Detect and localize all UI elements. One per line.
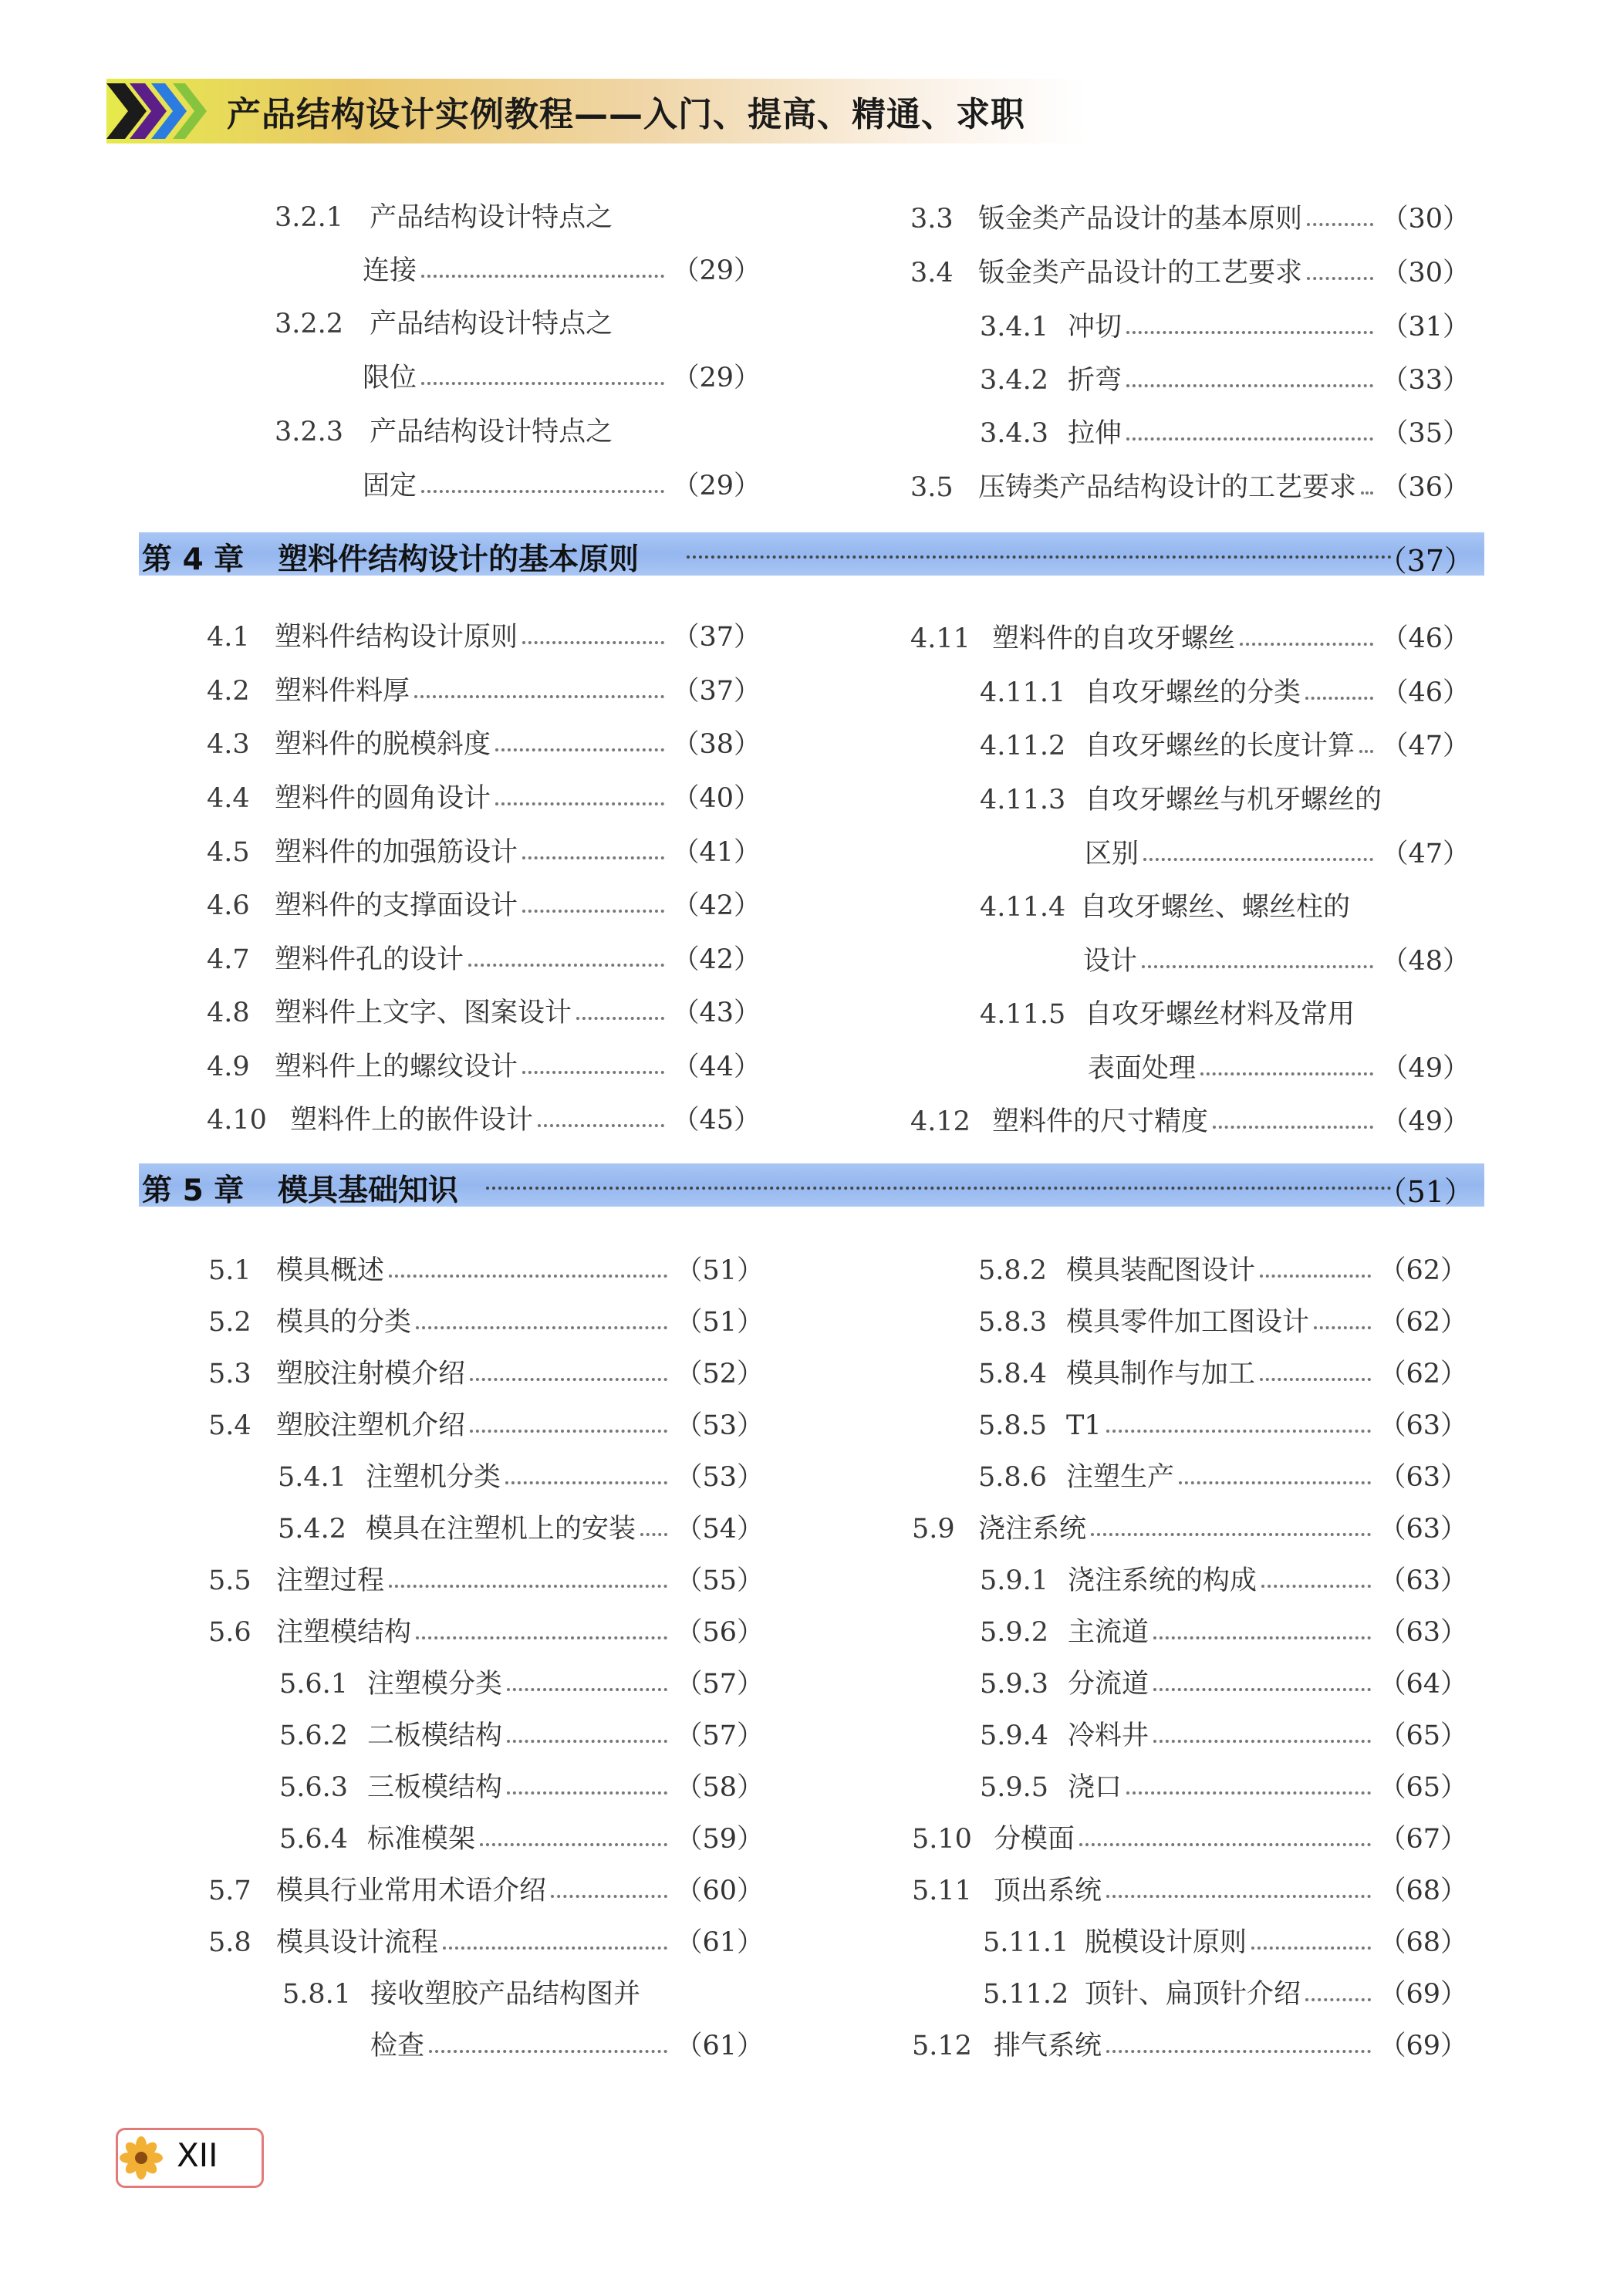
toc-entry[interactable] bbox=[980, 1661, 1467, 1701]
chapter-title: 塑料件结构设计的基本原则 bbox=[278, 542, 640, 577]
leader-dots bbox=[640, 1533, 667, 1536]
entry-number: 5.5 bbox=[208, 1565, 251, 1596]
entry-title: 产品结构设计特点之 bbox=[370, 309, 613, 339]
leader-dots bbox=[1153, 1740, 1371, 1743]
entry-number: 4.3 bbox=[207, 729, 250, 760]
entry-number: 5.6.4 bbox=[279, 1824, 349, 1855]
leader-dots bbox=[1106, 1895, 1371, 1898]
leader-dots bbox=[470, 1378, 667, 1381]
entry-title: 塑料件上的螺纹设计 bbox=[275, 1052, 518, 1082]
toc-entry[interactable] bbox=[278, 1454, 764, 1494]
entry-title: 模具制作与加工 bbox=[1066, 1359, 1256, 1389]
entry-title: 区别 bbox=[1085, 839, 1139, 869]
entry-title: 分流道 bbox=[1068, 1669, 1149, 1700]
entry-number: 5.11.1 bbox=[983, 1927, 1069, 1958]
entry-page: （42） bbox=[672, 944, 761, 975]
toc-entry[interactable] bbox=[978, 1299, 1467, 1339]
leader-dots bbox=[480, 1843, 667, 1846]
entry-number: 5.8.5 bbox=[978, 1410, 1048, 1441]
entry-number: 3.4.3 bbox=[980, 418, 1049, 449]
entry-title: 浇口 bbox=[1068, 1772, 1122, 1803]
entry-number: 4.11.3 bbox=[980, 785, 1066, 815]
entry-title: 标准模架 bbox=[367, 1824, 476, 1855]
entry-page: （63） bbox=[1379, 1410, 1467, 1441]
entry-title: 塑料件上文字、图案设计 bbox=[275, 998, 572, 1028]
entry-number: 4.2 bbox=[207, 676, 250, 707]
entry-page: （46） bbox=[1381, 623, 1470, 654]
entry-title: 自攻牙螺丝的分类 bbox=[1085, 677, 1301, 708]
leader-dots bbox=[507, 1688, 667, 1691]
entry-number: 5.1 bbox=[208, 1255, 251, 1286]
leader-dots bbox=[416, 1326, 667, 1329]
entry-page: （64） bbox=[1379, 1669, 1467, 1700]
entry-number: 3.2.3 bbox=[275, 417, 344, 447]
entry-number: 4.9 bbox=[207, 1052, 250, 1082]
entry-number: 3.4.1 bbox=[980, 312, 1049, 343]
entry-title: 自攻牙螺丝的长度计算 bbox=[1085, 731, 1355, 761]
toc-entry[interactable] bbox=[983, 1971, 1467, 2011]
entry-number: 4.5 bbox=[207, 837, 250, 868]
entry-page: （47） bbox=[1381, 839, 1470, 869]
page-number-tag bbox=[116, 2128, 264, 2188]
leader-dots bbox=[507, 1740, 667, 1743]
entry-page: （49） bbox=[1381, 1106, 1470, 1137]
entry-number: 4.11.2 bbox=[980, 731, 1066, 761]
entry-title: 自攻牙螺丝、螺丝柱的 bbox=[1080, 892, 1351, 923]
toc-entry[interactable] bbox=[370, 2023, 764, 2063]
toc-entry[interactable] bbox=[279, 1816, 764, 1856]
entry-number: 4.11 bbox=[910, 623, 971, 654]
entry-title: 模具概述 bbox=[276, 1255, 385, 1286]
toc-entry[interactable] bbox=[978, 1454, 1467, 1494]
entry-number: 4.10 bbox=[207, 1105, 267, 1136]
entry-page: （62） bbox=[1379, 1307, 1467, 1338]
entry-page: （38） bbox=[672, 729, 761, 760]
entry-page: （47） bbox=[1381, 731, 1470, 761]
entry-page: （44） bbox=[672, 1052, 761, 1082]
leader-dots bbox=[1106, 2050, 1371, 2053]
toc-entry[interactable] bbox=[208, 1558, 764, 1598]
leader-dots bbox=[551, 1895, 667, 1898]
entry-title: 二板模结构 bbox=[367, 1720, 503, 1751]
entry-title: 注塑过程 bbox=[276, 1565, 385, 1596]
entry-title: 设计 bbox=[1083, 946, 1138, 977]
entry-page: （53） bbox=[675, 1410, 764, 1441]
chapter-page: （51） bbox=[1377, 1175, 1474, 1209]
entry-title: 表面处理 bbox=[1088, 1053, 1197, 1084]
entry-title: 注塑模结构 bbox=[276, 1617, 412, 1648]
entry-title: 接收塑胶产品结构图并 bbox=[370, 1979, 641, 2010]
entry-page: （69） bbox=[1379, 1979, 1467, 2010]
entry-page: （40） bbox=[672, 783, 761, 814]
entry-title: 固定 bbox=[363, 471, 417, 501]
entry-number: 5.2 bbox=[208, 1307, 251, 1338]
entry-page: （63） bbox=[1379, 1617, 1467, 1648]
entry-title: 塑料件的自攻牙螺丝 bbox=[992, 623, 1236, 654]
toc-entry[interactable] bbox=[279, 1661, 764, 1701]
leader-dots bbox=[1314, 1326, 1371, 1329]
entry-page: （54） bbox=[675, 1514, 764, 1545]
entry-title: 模具零件加工图设计 bbox=[1066, 1307, 1310, 1338]
chapter-number: 第 5 章 bbox=[142, 1173, 245, 1208]
entry-number: 5.8.3 bbox=[978, 1307, 1048, 1338]
toc-entry[interactable] bbox=[279, 1764, 764, 1805]
entry-number: 5.8.2 bbox=[978, 1255, 1048, 1286]
leader-dots bbox=[1153, 1688, 1371, 1691]
entry-number: 5.8.1 bbox=[282, 1979, 352, 2010]
entry-page: （68） bbox=[1379, 1927, 1467, 1958]
entry-title: 注塑机分类 bbox=[366, 1462, 501, 1493]
entry-title: 浇注系统的构成 bbox=[1068, 1565, 1257, 1596]
entry-page: （42） bbox=[672, 890, 761, 921]
leader-dots bbox=[1251, 1947, 1371, 1950]
entry-page: （52） bbox=[675, 1359, 764, 1389]
entry-page: （65） bbox=[1379, 1720, 1467, 1751]
entry-page: （29） bbox=[672, 471, 761, 501]
entry-page: （62） bbox=[1379, 1359, 1467, 1389]
leader-dots bbox=[1091, 1533, 1371, 1536]
entry-title: 浇注系统 bbox=[978, 1514, 1087, 1545]
toc-entry[interactable] bbox=[208, 1920, 764, 1960]
entry-number: 5.7 bbox=[208, 1876, 251, 1906]
entry-page: （35） bbox=[1381, 418, 1470, 449]
entry-title: 塑料件料厚 bbox=[275, 676, 410, 707]
entry-number: 5.8 bbox=[208, 1927, 251, 1958]
entry-number: 5.4.2 bbox=[278, 1514, 347, 1545]
toc-entry[interactable] bbox=[983, 1920, 1467, 1960]
toc-entry[interactable] bbox=[980, 1764, 1467, 1805]
entry-title: 塑料件结构设计原则 bbox=[275, 622, 518, 653]
entry-page: （69） bbox=[1379, 2031, 1467, 2061]
toc-entry[interactable] bbox=[282, 1971, 764, 2011]
chapter5-right-column bbox=[912, 0, 1467, 2083]
entry-number: 5.6.3 bbox=[279, 1772, 349, 1803]
entry-page: （57） bbox=[675, 1669, 764, 1700]
leader-dots bbox=[1079, 1843, 1371, 1846]
leader-dots bbox=[389, 1275, 667, 1278]
entry-title: 压铸类产品结构设计的工艺要求 bbox=[978, 472, 1357, 503]
entry-title: 冷料井 bbox=[1068, 1720, 1149, 1751]
entry-number: 5.3 bbox=[208, 1359, 251, 1389]
entry-number: 5.6 bbox=[208, 1617, 251, 1648]
entry-page: （58） bbox=[675, 1772, 764, 1803]
entry-title: 自攻牙螺丝与机牙螺丝的 bbox=[1085, 785, 1382, 815]
entry-number: 3.2.1 bbox=[275, 202, 344, 233]
entry-title: 主流道 bbox=[1068, 1617, 1149, 1648]
entry-number: 5.12 bbox=[912, 2031, 972, 2061]
entry-page: （59） bbox=[675, 1824, 764, 1855]
entry-title: T1 bbox=[1066, 1410, 1102, 1441]
entry-page: （51） bbox=[675, 1307, 764, 1338]
entry-page: （63） bbox=[1379, 1514, 1467, 1545]
leader-dots bbox=[505, 1481, 667, 1484]
entry-title: 自攻牙螺丝材料及常用 bbox=[1085, 999, 1355, 1030]
entry-page: （68） bbox=[1379, 1876, 1467, 1906]
entry-title: 塑料件的圆角设计 bbox=[275, 783, 491, 814]
toc-entry[interactable] bbox=[208, 1351, 764, 1391]
chapter-title: 模具基础知识 bbox=[278, 1173, 459, 1208]
entry-title: 注塑生产 bbox=[1066, 1462, 1175, 1493]
leader-dots bbox=[1261, 1585, 1371, 1588]
entry-title: 检查 bbox=[370, 2031, 425, 2061]
entry-number: 5.9.3 bbox=[980, 1669, 1049, 1700]
entry-page: （62） bbox=[1379, 1255, 1467, 1286]
page-number: XII bbox=[177, 2136, 218, 2174]
leader-dots bbox=[1260, 1378, 1371, 1381]
entry-page: （63） bbox=[1379, 1565, 1467, 1596]
entry-title: 塑料件孔的设计 bbox=[275, 944, 464, 975]
entry-number: 5.10 bbox=[912, 1824, 972, 1855]
entry-title: 排气系统 bbox=[994, 2031, 1102, 2061]
toc-entry[interactable] bbox=[980, 1558, 1467, 1598]
entry-title: 塑料件的加强筋设计 bbox=[275, 837, 518, 868]
entry-number: 5.11.2 bbox=[983, 1979, 1069, 2010]
entry-page: （48） bbox=[1381, 946, 1470, 977]
entry-number: 5.8.4 bbox=[978, 1359, 1048, 1389]
entry-number: 4.11.4 bbox=[980, 892, 1066, 923]
toc-entry[interactable] bbox=[912, 1506, 1467, 1546]
entry-page: （51） bbox=[675, 1255, 764, 1286]
entry-title: 顶出系统 bbox=[994, 1876, 1102, 1906]
leader-dots bbox=[507, 1791, 667, 1795]
book-title: 产品结构设计实例教程——入门、提高、精通、求职 bbox=[227, 95, 1025, 134]
entry-number: 3.5 bbox=[910, 472, 954, 503]
entry-title: 模具在注塑机上的安装 bbox=[366, 1514, 636, 1545]
entry-page: （30） bbox=[1381, 258, 1470, 289]
leader-dots bbox=[1305, 1998, 1371, 2001]
entry-title: 模具行业常用术语介绍 bbox=[276, 1876, 547, 1906]
chapter-number: 第 4 章 bbox=[142, 542, 245, 577]
entry-number: 5.4 bbox=[208, 1410, 251, 1441]
entry-page: （55） bbox=[675, 1565, 764, 1596]
entry-number: 3.4 bbox=[910, 258, 954, 289]
entry-page: （49） bbox=[1381, 1053, 1470, 1084]
entry-number: 5.6.1 bbox=[279, 1669, 349, 1700]
toc-entry[interactable] bbox=[208, 1403, 764, 1443]
entry-page: （43） bbox=[672, 998, 761, 1028]
leader-dots bbox=[1260, 1275, 1371, 1278]
entry-title: 钣金类产品设计的工艺要求 bbox=[978, 258, 1303, 289]
entry-page: （36） bbox=[1381, 472, 1470, 503]
entry-page: （60） bbox=[675, 1876, 764, 1906]
entry-number: 5.4.1 bbox=[278, 1462, 347, 1493]
entry-page: （46） bbox=[1381, 677, 1470, 708]
entry-title: 折弯 bbox=[1068, 365, 1122, 396]
entry-title: 塑料件的支撑面设计 bbox=[275, 890, 518, 921]
entry-title: 拉伸 bbox=[1068, 418, 1122, 449]
entry-title: 塑料件的尺寸精度 bbox=[992, 1106, 1209, 1137]
entry-page: （65） bbox=[1379, 1772, 1467, 1803]
entry-title: 连接 bbox=[363, 255, 417, 286]
entry-page: （30） bbox=[1381, 204, 1470, 235]
entry-number: 4.4 bbox=[207, 783, 250, 814]
entry-number: 5.9 bbox=[912, 1514, 955, 1545]
entry-number: 3.2.2 bbox=[275, 309, 344, 339]
toc-entry[interactable] bbox=[208, 1868, 764, 1908]
chapter5-left-column bbox=[208, 0, 764, 2083]
entry-title: 产品结构设计特点之 bbox=[370, 202, 613, 233]
entry-title: 脱模设计原则 bbox=[1085, 1927, 1247, 1958]
entry-number: 5.6.2 bbox=[279, 1720, 349, 1751]
entry-title: 塑胶注射模介绍 bbox=[276, 1359, 466, 1389]
entry-number: 5.9.5 bbox=[980, 1772, 1049, 1803]
entry-number: 5.9.1 bbox=[980, 1565, 1049, 1596]
toc-entry[interactable] bbox=[278, 1506, 764, 1546]
entry-number: 3.3 bbox=[910, 204, 954, 235]
chapter-page: （37） bbox=[1377, 544, 1474, 578]
entry-page: （67） bbox=[1379, 1824, 1467, 1855]
entry-number: 3.4.2 bbox=[980, 365, 1049, 396]
entry-number: 4.7 bbox=[207, 944, 250, 975]
entry-page: （56） bbox=[675, 1617, 764, 1648]
entry-number: 4.11.5 bbox=[980, 999, 1066, 1030]
entry-number: 4.1 bbox=[207, 622, 250, 653]
toc-entry[interactable] bbox=[980, 1609, 1467, 1649]
entry-page: （63） bbox=[1379, 1462, 1467, 1493]
toc-entry[interactable] bbox=[978, 1403, 1467, 1443]
entry-number: 5.8.6 bbox=[978, 1462, 1048, 1493]
entry-title: 顶针、扁顶针介绍 bbox=[1085, 1979, 1301, 2010]
entry-page: （61） bbox=[675, 1927, 764, 1958]
toc-entry[interactable] bbox=[912, 1868, 1467, 1908]
entry-number: 4.6 bbox=[207, 890, 250, 921]
toc-entry[interactable] bbox=[978, 1248, 1467, 1288]
entry-title: 塑料件上的嵌件设计 bbox=[290, 1105, 534, 1136]
entry-title: 模具设计流程 bbox=[276, 1927, 439, 1958]
entry-page: （37） bbox=[672, 676, 761, 707]
entry-title: 三板模结构 bbox=[367, 1772, 503, 1803]
leader-dots bbox=[443, 1947, 667, 1950]
entry-title: 限位 bbox=[363, 363, 417, 393]
entry-page: （41） bbox=[672, 837, 761, 868]
toc-entry[interactable] bbox=[912, 1816, 1467, 1856]
entry-page: （53） bbox=[675, 1462, 764, 1493]
entry-number: 4.8 bbox=[207, 998, 250, 1028]
leader-dots bbox=[1179, 1481, 1371, 1484]
entry-page: （57） bbox=[675, 1720, 764, 1751]
entry-page: （61） bbox=[675, 2031, 764, 2061]
entry-title: 模具的分类 bbox=[276, 1307, 412, 1338]
entry-page: （45） bbox=[672, 1105, 761, 1136]
leader-dots bbox=[429, 2050, 667, 2053]
leader-dots bbox=[1126, 1791, 1371, 1795]
entry-page: （33） bbox=[1381, 365, 1470, 396]
toc-entry[interactable] bbox=[279, 1713, 764, 1753]
entry-title: 分模面 bbox=[994, 1824, 1075, 1855]
entry-number: 4.11.1 bbox=[980, 677, 1066, 708]
entry-page: （29） bbox=[672, 255, 761, 286]
entry-page: （37） bbox=[672, 622, 761, 653]
leader-dots bbox=[1106, 1430, 1372, 1433]
entry-title: 注塑模分类 bbox=[367, 1669, 503, 1700]
entry-title: 钣金类产品设计的基本原则 bbox=[978, 204, 1303, 235]
toc-entry[interactable] bbox=[208, 1299, 764, 1339]
leader-dots bbox=[416, 1636, 667, 1639]
entry-number: 5.9.2 bbox=[980, 1617, 1049, 1648]
entry-title: 模具装配图设计 bbox=[1066, 1255, 1256, 1286]
leader-dots bbox=[1153, 1636, 1371, 1639]
toc-entry[interactable] bbox=[208, 1248, 764, 1288]
toc-entry[interactable] bbox=[980, 1713, 1467, 1753]
entry-number: 5.9.4 bbox=[980, 1720, 1049, 1751]
entry-page: （29） bbox=[672, 363, 761, 393]
leader-dots bbox=[470, 1430, 667, 1433]
entry-page: （31） bbox=[1381, 312, 1470, 343]
entry-number: 4.12 bbox=[910, 1106, 971, 1137]
toc-entry[interactable] bbox=[912, 2023, 1467, 2063]
entry-title: 冲切 bbox=[1068, 312, 1122, 343]
leader-dots bbox=[389, 1585, 667, 1588]
toc-entry[interactable] bbox=[208, 1609, 764, 1649]
entry-number: 5.11 bbox=[912, 1876, 972, 1906]
toc-entry[interactable] bbox=[978, 1351, 1467, 1391]
entry-title: 产品结构设计特点之 bbox=[370, 417, 613, 447]
flower-icon bbox=[118, 2135, 164, 2181]
entry-title: 塑料件的脱模斜度 bbox=[275, 729, 491, 760]
entry-title: 塑胶注塑机介绍 bbox=[276, 1410, 466, 1441]
